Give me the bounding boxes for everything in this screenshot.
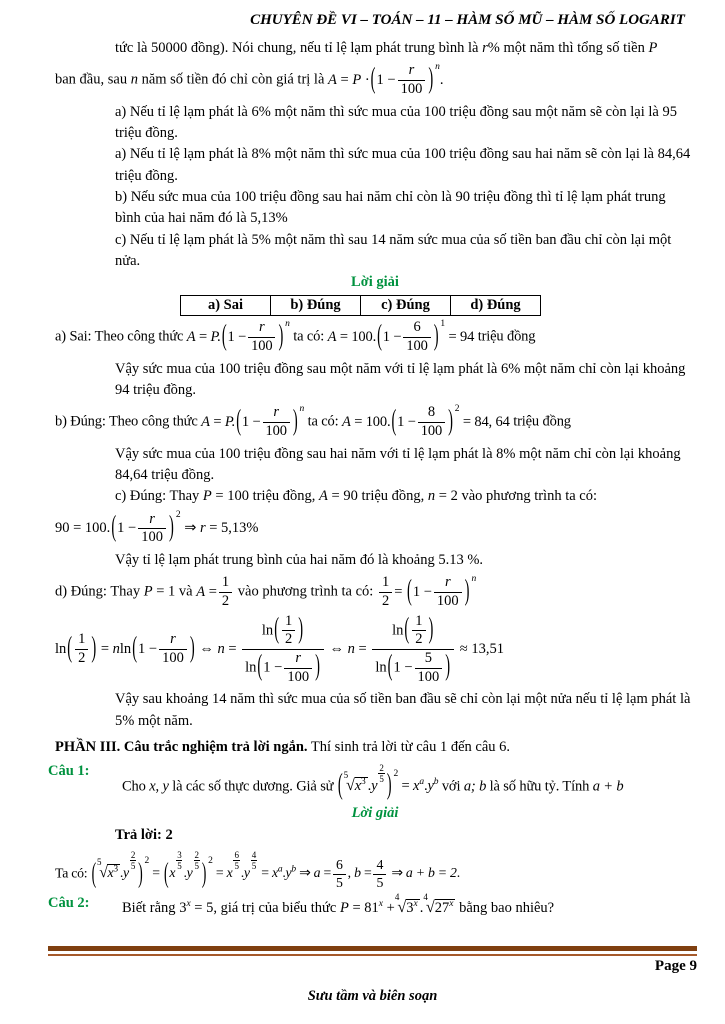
intro-line-2: ban đầu, sau n năm số tiền đó chỉ còn giá trị là A = P ·(1 − $\frac{r}{100}$ ) $^n$. <box>55 61 444 97</box>
statement-b: b) Nếu sức mua của 100 triệu đồng sau hai năm chỉ còn là 90 triệu đồng thì tỉ lệ lạm phát trung bình của hai năm đó là 5,13% <box>115 188 666 227</box>
note-b: Vậy sức mua của 100 triệu đồng sau hai năm với tỉ lệ lạm phát là 8% một năm chỉ còn lại khoảng 84,64 triệu đồng. <box>115 445 681 483</box>
formula-c: 90 = 100.(1 − $\frac{r}{100}$ ) $^2$ ⇒ r = 5,13% <box>55 510 259 546</box>
answer-cell-c: c) Đúng <box>361 296 451 316</box>
footer-rule <box>48 946 697 956</box>
formula-b-generic: A = P.(1 − $\frac{r}{100}$ ) $^n$ <box>201 404 305 440</box>
answer-table <box>180 295 541 316</box>
formula-ln: ln( $\frac{1}{2}$ ) = nln(1 − $\frac{r}{100}$ ) ⇔ n = ln( $\frac{1}{2}$ ) ln(1 − $\frac{r}{100}$ ) ⇔ n = ln( $\frac{1}{2}$ ) ln(1 − $\frac{5}{100}$ ) ≈ 13,51 <box>55 612 504 685</box>
question-1-working: Ta có: ($^5√x^3$ .y $\frac{2}{5}$ ) $^2$ = (x $\frac{3}{5}$ .y $\frac{2}{5}$ ) $^2$ = x $\frac{6}{5}$ .y $\frac{4}{5}$ = $x^a.y^b$ ⇒ a = $\frac{6}{5}$ , b = $\frac{4}{5}$ ⇒ a + b = 2. <box>55 849 460 890</box>
question-1 <box>48 763 695 802</box>
formula-b-specific: A = 100.(1 − $\frac{8}{100}$ ) $^2$ = 84, 64 <box>341 404 510 440</box>
note-c: Vậy tỉ lệ lạm phát trung bình của hai năm đó là khoảng 5.13 %. <box>115 551 484 568</box>
question-1-answer: Trả lời: 2 <box>115 826 173 843</box>
solution-c: c) Đúng: Thay P = 100 triệu đồng, A = 90 triệu đồng, n = 2 vào phương trình ta có: <box>115 488 598 505</box>
statement-a6: a) Nếu tỉ lệ lạm phát là 6% một năm thì sức mua của 100 triệu đồng sau một năm sẽ còn lại là 95 triệu đồng. <box>115 103 677 141</box>
question-2 <box>48 891 695 920</box>
statement-a8: a) Nếu tỉ lệ lạm phát là 8% một năm thì sức mua của 100 triệu đồng sau hai năm sẽ còn lại là 84,64 triệu đồng. <box>115 146 691 184</box>
formula-depreciation: A = P ·(1 − $\frac{r}{100}$ ) $^n$. <box>328 61 444 97</box>
solution-heading-2: Lời giải <box>351 805 399 822</box>
credit-line: Sưu tầm và biên soạn <box>307 988 438 1004</box>
solution-b: b) Đúng: Theo công thức A = P.(1 − $\frac{r}{100}$ ) $^n$ ta có: A = 100.(1 − $\frac{8}{100}$ ) $^2$ = 84, 64 triệu đồng <box>55 404 571 440</box>
question-2-text: Biết rằng 3$^x$ = 5, giá trị của biểu thức $P = 81^x +^4√3^x$ .$^4$√27$^x$ bằng bao nhiêu? <box>122 891 555 917</box>
formula-q1: ($^5√x^3$ .y $\frac{2}{5}$ ) $^2 = x^a.y^b$ <box>337 763 439 802</box>
solution-heading-1: Lời giải <box>351 274 399 291</box>
ln-fraction-1: ln( $\frac{1}{2}$ ) ln(1 − $\frac{r}{100}$ ) <box>242 614 324 686</box>
statement-c: c) Nếu tỉ lệ lạm phát là 5% một năm thì sau 14 năm sức mua của số tiền ban đầu chỉ còn lại một nửa. <box>115 231 672 269</box>
solution-d: d) Đúng: Thay P = 1 và A = $\frac{1}{2}$ vào phương trình ta có: $\frac{1}{2}$ = (1 − $\frac{r}{100}$ ) $^n$ <box>55 573 477 609</box>
answer-cell-a: a) Sai <box>181 296 271 316</box>
formula-a-specific: A = 100.(1 − $\frac{6}{100}$ ) $^1$ = 94 <box>327 319 475 355</box>
ln-fraction-2: ln( $\frac{1}{2}$ ) ln(1 − $\frac{5}{100}$ ) <box>372 614 454 686</box>
page-title: CHUYÊN ĐỀ VI – TOÁN – 11 – HÀM SỐ MŨ – HÀM SỐ LOGARIT <box>250 12 685 28</box>
page-footer <box>48 946 697 1005</box>
formula-a-generic: A = P.(1 − $\frac{r}{100}$ ) $^n$ <box>186 319 290 355</box>
note-a: Vậy sức mua của 100 triệu đồng sau một năm với tỉ lệ lạm phát là 6% một năm chỉ còn lại khoảng 94 triệu đồng. <box>115 360 686 399</box>
formula-q2: $P = 81^x +^4√3^x$ .$^4$√27$^x$ <box>339 891 454 917</box>
part3-heading: PHẦN III. Câu trắc nghiệm trả lời ngắn. Thí sinh trả lời từ câu 1 đến câu 6. <box>55 738 511 755</box>
question-1-text: Cho x, y là các số thực dương. Giả sử ($^5√x^3$ .y $\frac{2}{5}$ ) $^2 = x^a.y^b$ với a; b là số hữu tỷ. Tính a + b <box>122 763 624 802</box>
question-1-label: Câu 1: <box>48 763 90 780</box>
question-2-label: Câu 2: <box>48 895 90 912</box>
intro-line-1: tức là 50000 đồng). Nói chung, nếu tỉ lệ lạm phát trung bình là r% một năm thì tổng số tiền P <box>115 40 658 56</box>
note-d: Vậy sau khoảng 14 năm thì sức mua của số tiền ban đầu sẽ chỉ còn lại một nửa nếu tỉ lệ lạm phát là 5% một năm. <box>115 691 691 729</box>
answer-cell-b: b) Đúng <box>271 296 361 316</box>
solution-a: a) Sai: Theo công thức A = P.(1 − $\frac{r}{100}$ ) $^n$ ta có: A = 100.(1 − $\frac{6}{100}$ ) $^1$ = 94 triệu đồng <box>55 319 536 355</box>
page-number: Page 9 <box>654 958 697 974</box>
answer-row <box>181 296 541 316</box>
answer-cell-d: d) Đúng <box>451 296 541 316</box>
